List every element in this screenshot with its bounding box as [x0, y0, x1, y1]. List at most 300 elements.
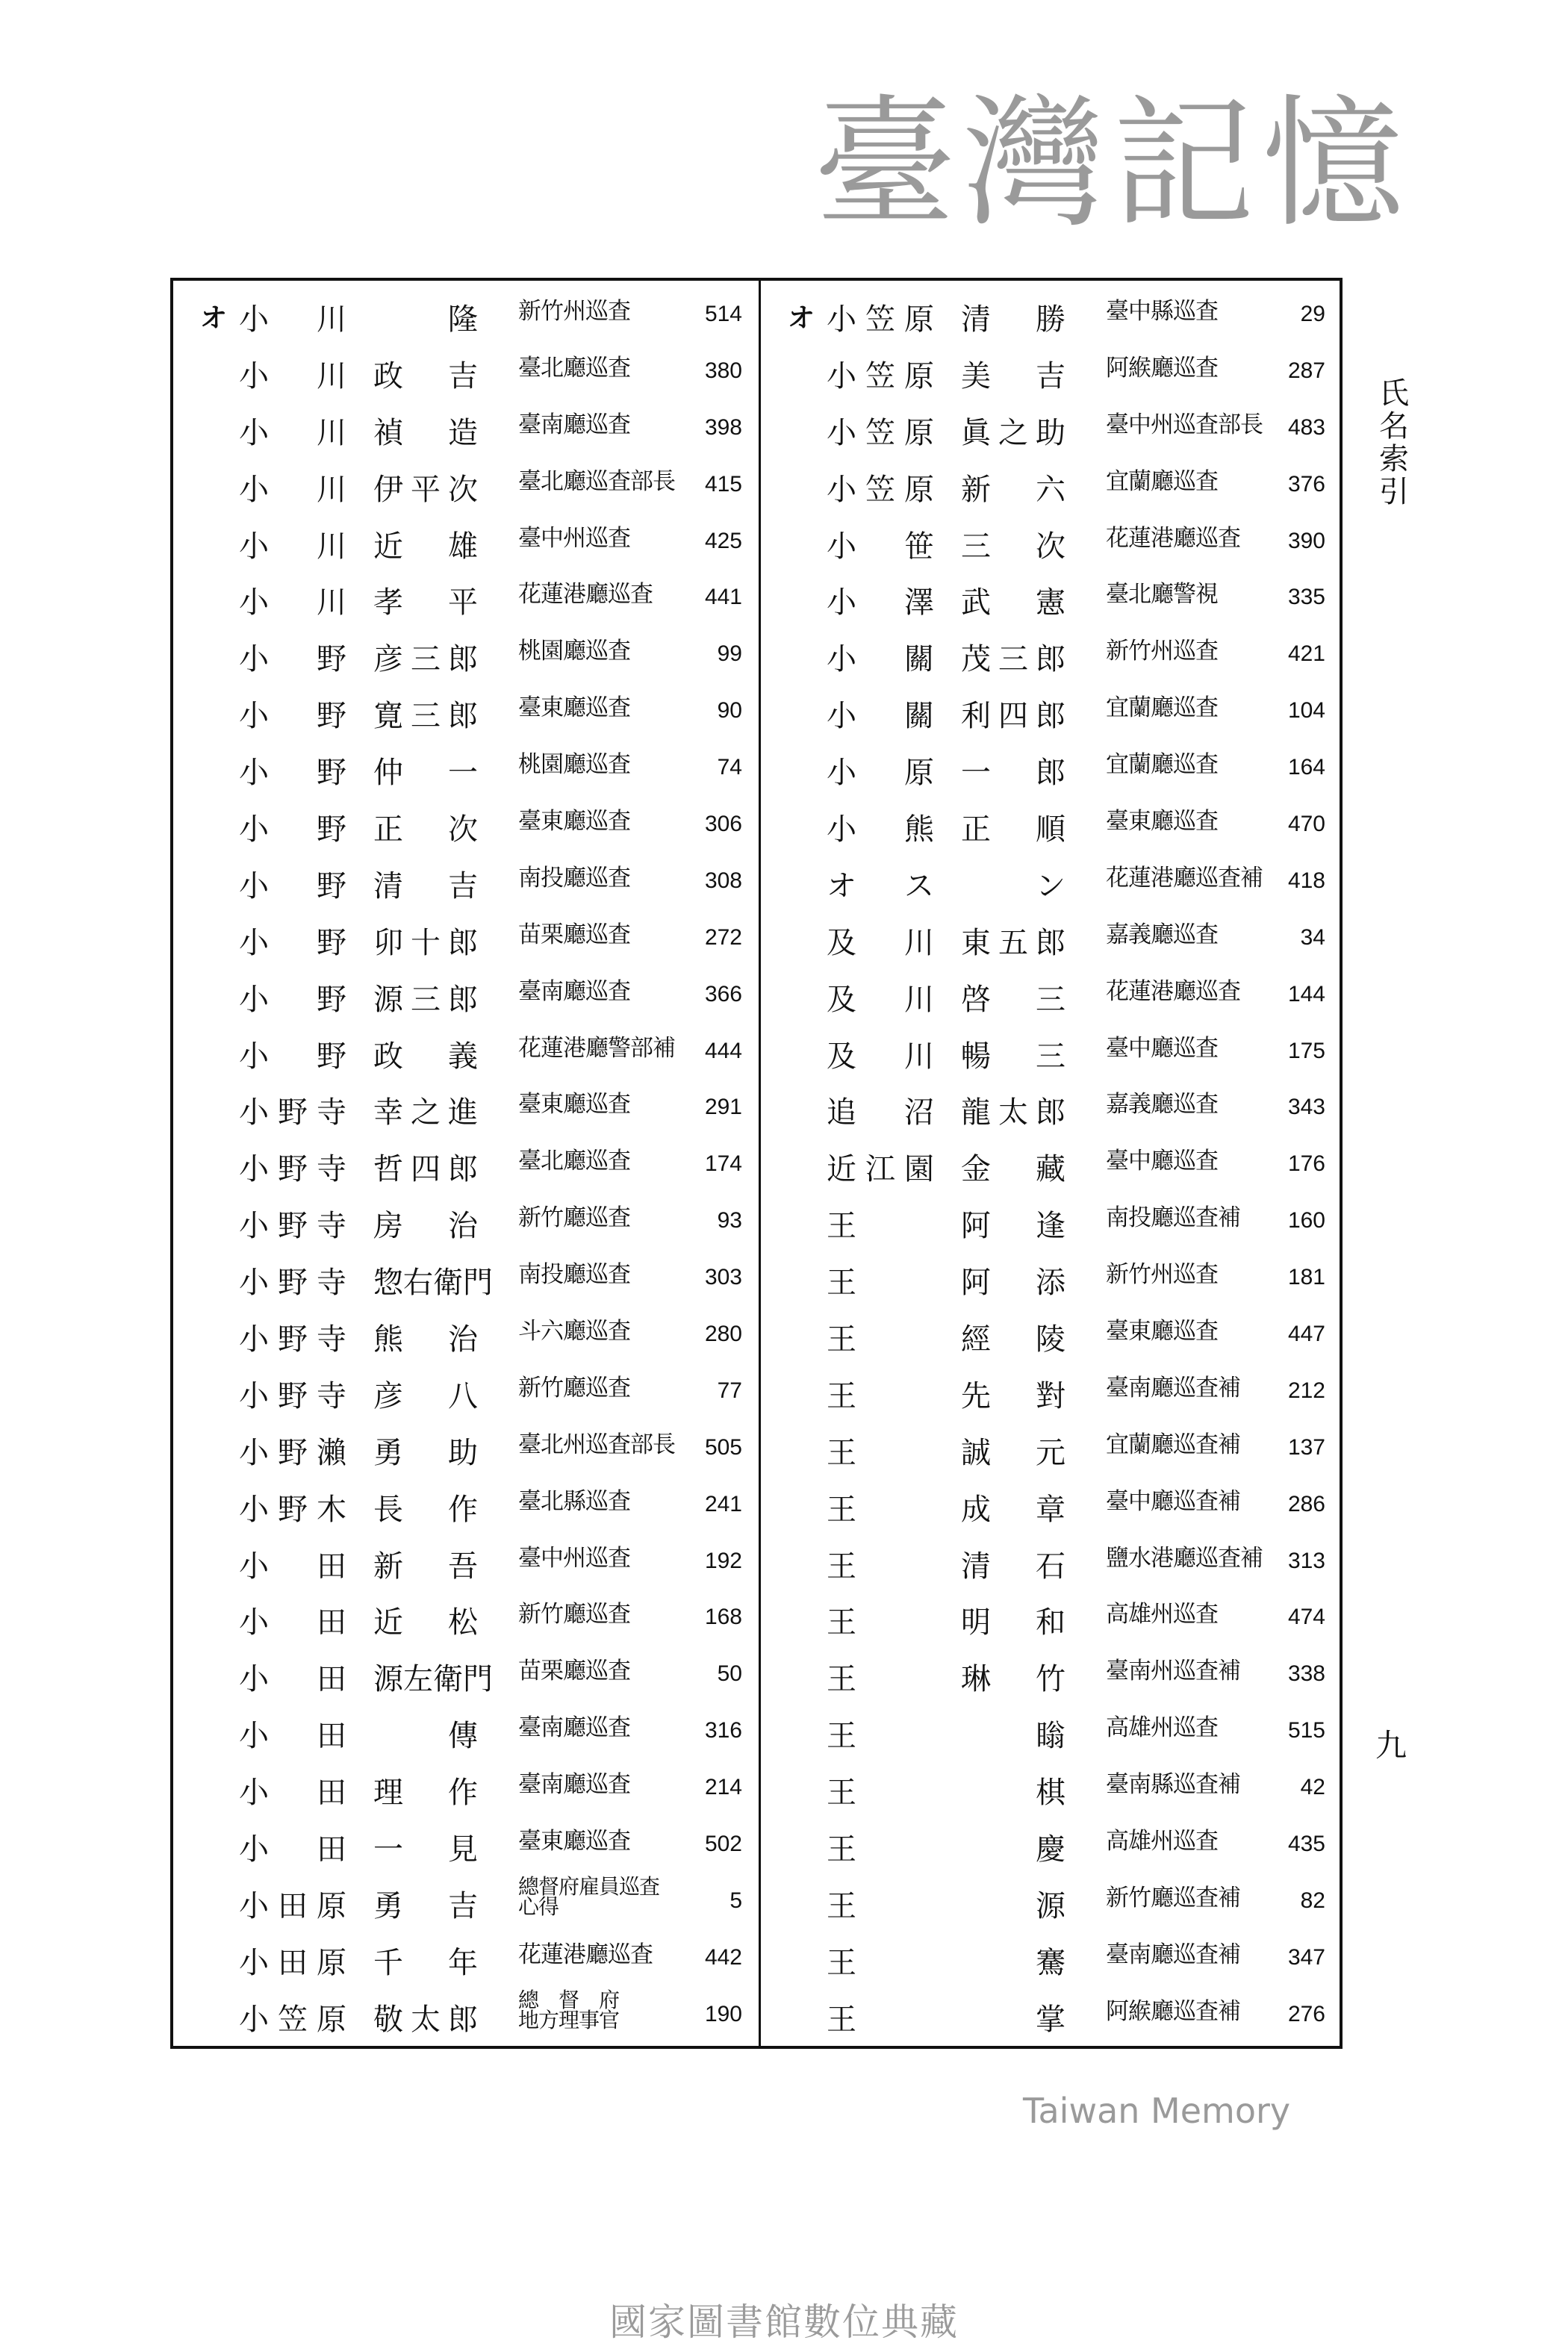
entry-given-name: 正順	[961, 812, 1065, 847]
entry-office: 臺北州巡査部長	[518, 1431, 675, 1458]
entry-surname: 小田原	[239, 1888, 346, 1923]
entry-surname: 小田	[239, 1719, 346, 1754]
index-entry	[173, 1363, 759, 1420]
entry-surname: 小笠原	[827, 415, 934, 450]
entry-given-name: 源左衛門	[373, 1662, 493, 1697]
entry-office: 花蓮港廳巡査	[1106, 977, 1240, 1005]
entry-surname: 小田	[239, 1662, 346, 1697]
entry-page-number: 5	[729, 1888, 742, 1913]
entry-office: 臺中縣巡査	[1106, 298, 1218, 325]
entry-surname: オス	[827, 868, 934, 903]
entry-office: 苗栗廳巡査	[518, 1658, 630, 1685]
entry-page-number: 42	[1300, 1775, 1325, 1800]
entry-page-number: 447	[1287, 1322, 1325, 1347]
entry-surname: 小川	[239, 415, 346, 450]
index-entry	[761, 1193, 1342, 1250]
index-entry	[761, 910, 1342, 967]
entry-surname: 王	[827, 1492, 856, 1527]
entry-page-number: 160	[1287, 1208, 1325, 1233]
entry-given-name: 惣右衛門	[373, 1266, 493, 1301]
index-entry	[761, 1307, 1342, 1363]
index-entry	[761, 967, 1342, 1024]
entry-page-number: 174	[704, 1151, 742, 1177]
entry-office: 嘉義廳巡査	[1106, 1091, 1218, 1119]
entry-surname: 小川	[239, 358, 346, 393]
entry-page-number: 347	[1287, 1944, 1325, 1970]
index-entry	[761, 683, 1342, 740]
entry-page-number: 366	[704, 981, 742, 1007]
entry-surname: 王	[827, 1549, 856, 1584]
index-entry	[173, 1024, 759, 1080]
entry-page-number: 241	[704, 1491, 742, 1516]
entry-surname: 小關	[827, 699, 934, 734]
entry-surname: 小野木	[239, 1492, 346, 1527]
entry-given-name: 琳竹	[961, 1662, 1065, 1697]
entry-surname: 小田	[239, 1776, 346, 1811]
entry-given-name: 熊治	[373, 1322, 478, 1357]
entry-surname: 小田	[239, 1605, 346, 1640]
watermark-logo: 臺灣記憶	[814, 81, 1412, 246]
index-entry	[761, 1873, 1342, 1930]
entry-given-name: 清石	[961, 1549, 1065, 1584]
entry-given-name: 三次	[961, 529, 1065, 564]
entry-office: 臺中州巡査	[518, 524, 630, 552]
index-entry	[173, 400, 759, 457]
page-folio: 九	[1375, 1727, 1407, 1764]
entry-page-number: 176	[1287, 1151, 1325, 1177]
entry-given-name: 誠元	[961, 1435, 1065, 1470]
entry-office: 宜蘭廳巡査	[1106, 694, 1218, 722]
index-entry	[761, 343, 1342, 400]
entry-given-name: 清吉	[373, 868, 478, 903]
entry-page-number: 93	[717, 1208, 742, 1233]
entry-page-number: 90	[717, 698, 742, 724]
entry-office: 臺北廳警視	[1106, 581, 1218, 609]
entry-page-number: 286	[1287, 1491, 1325, 1516]
entry-given-name: 一郎	[961, 756, 1065, 791]
entry-surname: 小野瀨	[239, 1435, 346, 1470]
entry-surname: 小野寺	[239, 1095, 346, 1130]
entry-surname: 王	[827, 1322, 856, 1357]
entry-surname: 小川	[239, 529, 346, 564]
entry-given-name: 啓三	[961, 982, 1065, 1017]
index-entry	[761, 1646, 1342, 1703]
entry-given-name: 眞之助	[961, 415, 1065, 450]
entry-page-number: 272	[704, 924, 742, 950]
entry-page-number: 335	[1287, 585, 1325, 610]
entry-office: 阿緱廳巡査	[1106, 354, 1218, 382]
entry-page-number: 144	[1287, 981, 1325, 1007]
entry-office: 臺北縣巡査	[518, 1487, 630, 1515]
entry-given-name: 棋	[1036, 1776, 1065, 1811]
entry-surname: 小野	[239, 925, 346, 960]
entry-surname: 王	[827, 1209, 856, 1244]
entry-given-name: 慶	[1036, 1832, 1065, 1867]
index-entry	[761, 1987, 1342, 2044]
index-entry	[173, 1250, 759, 1307]
index-entry	[173, 1420, 759, 1477]
entry-page-number: 212	[1287, 1378, 1325, 1403]
entry-page-number: 313	[1287, 1548, 1325, 1573]
entry-given-name: 成章	[961, 1492, 1065, 1527]
entry-office: 宜蘭廳巡査	[1106, 751, 1218, 779]
entry-page-number: 441	[704, 585, 742, 610]
index-entry	[173, 1136, 759, 1193]
entry-given-name: 茂三郎	[961, 642, 1065, 677]
index-entry	[173, 853, 759, 910]
entry-given-name: 清勝	[961, 302, 1065, 337]
entry-page-number: 515	[1287, 1718, 1325, 1743]
entry-given-name: 政義	[373, 1039, 478, 1074]
index-entry	[761, 853, 1342, 910]
entry-surname: 小野	[239, 982, 346, 1017]
entry-office: 宜蘭廳巡査	[1106, 467, 1218, 495]
index-entry	[761, 1930, 1342, 1987]
entry-given-name: 明和	[961, 1605, 1065, 1640]
index-entry	[173, 1646, 759, 1703]
index-entry	[173, 1590, 759, 1646]
entry-surname: 追沼	[827, 1095, 934, 1130]
entry-page-number: 50	[717, 1661, 742, 1687]
entry-given-name: 經陵	[961, 1322, 1065, 1357]
index-entry	[173, 343, 759, 400]
entry-given-name: 仲一	[373, 756, 478, 791]
entry-page-number: 214	[704, 1775, 742, 1800]
entry-page-number: 164	[1287, 755, 1325, 780]
entry-office: 臺東廳巡査	[518, 694, 630, 722]
side-title: 氏名索引	[1379, 376, 1409, 509]
entry-surname: 及川	[827, 925, 934, 960]
entry-surname: 小笹	[827, 529, 934, 564]
entry-page-number: 470	[1287, 812, 1325, 837]
entry-office: 臺中廳巡査補	[1106, 1487, 1240, 1515]
entry-surname: 小野	[239, 1039, 346, 1074]
entry-page-number: 29	[1300, 302, 1325, 326]
index-entry	[173, 683, 759, 740]
index-entry	[761, 797, 1342, 853]
entry-page-number: 34	[1300, 924, 1325, 950]
entry-given-name: 哲四郎	[373, 1152, 478, 1187]
entry-surname: 小笠原	[827, 358, 934, 393]
index-entry	[173, 1307, 759, 1363]
entry-office: 桃園廳巡査	[518, 751, 630, 779]
entry-office: 鹽水港廳巡査補	[1106, 1544, 1263, 1572]
entry-office: 新竹廳巡査補	[1106, 1884, 1240, 1911]
entry-surname: 小野寺	[239, 1152, 346, 1187]
entry-given-name: 利四郎	[961, 699, 1065, 734]
kana-section-marker: オ	[788, 303, 815, 334]
entry-page-number: 74	[717, 755, 742, 780]
entry-given-name: 騫	[1036, 1945, 1065, 1980]
entry-office: 花蓮港廳警部補	[518, 1034, 675, 1062]
entry-office: 臺南廳巡査	[518, 1771, 630, 1799]
index-entry	[173, 1193, 759, 1250]
entry-page-number: 483	[1287, 414, 1325, 440]
entry-page-number: 303	[704, 1265, 742, 1290]
entry-office: 南投廳巡査	[518, 864, 630, 892]
entry-given-name: ン	[1036, 868, 1065, 903]
entry-page-number: 505	[704, 1434, 742, 1460]
entry-page-number: 343	[1287, 1095, 1325, 1120]
index-entry	[761, 1136, 1342, 1193]
entry-page-number: 376	[1287, 471, 1325, 497]
entry-page-number: 137	[1287, 1434, 1325, 1460]
index-entry	[173, 287, 759, 343]
entry-given-name: 阿添	[961, 1266, 1065, 1301]
entry-page-number: 77	[717, 1378, 742, 1403]
index-entry	[173, 1930, 759, 1987]
entry-surname: 王	[827, 1266, 856, 1301]
entry-given-name: 長作	[373, 1492, 478, 1527]
index-entry	[761, 1760, 1342, 1817]
entry-page-number: 316	[704, 1718, 742, 1743]
entry-office: 高雄州巡査	[1106, 1601, 1218, 1628]
entry-given-name: 寛三郎	[373, 699, 478, 734]
entry-office: 臺南縣巡査補	[1106, 1771, 1240, 1799]
index-entry	[173, 1873, 759, 1930]
entry-surname: 小笠原	[827, 472, 934, 507]
watermark-logo-subtext: Taiwan Memory	[1023, 2091, 1291, 2131]
entry-given-name: 新吾	[373, 1549, 478, 1584]
entry-surname: 小熊	[827, 812, 934, 847]
entry-office: 花蓮港廳巡査補	[1106, 864, 1263, 892]
entry-surname: 小野	[239, 642, 346, 677]
index-entry	[761, 1024, 1342, 1080]
entry-office: 南投廳巡査	[518, 1261, 630, 1289]
entry-given-name: 掌	[1036, 2002, 1065, 2037]
entry-given-name: 源	[1036, 1888, 1065, 1923]
entry-surname: 小野寺	[239, 1209, 346, 1244]
index-entry	[761, 1250, 1342, 1307]
entry-page-number: 442	[704, 1944, 742, 1970]
index-entry	[173, 967, 759, 1024]
entry-office: 臺中廳巡査	[1106, 1148, 1218, 1175]
entry-surname: 小關	[827, 642, 934, 677]
entry-surname: 王	[827, 1719, 856, 1754]
entry-page-number: 421	[1287, 641, 1325, 667]
entry-given-name: 房治	[373, 1209, 478, 1244]
entry-given-name: 禎造	[373, 415, 478, 450]
entry-page-number: 175	[1287, 1038, 1325, 1063]
entry-given-name: 阿逢	[961, 1209, 1065, 1244]
entry-given-name: 東五郎	[961, 925, 1065, 960]
entry-page-number: 308	[704, 868, 742, 893]
entry-page-number: 287	[1287, 358, 1325, 383]
entry-office: 新竹廳巡査	[518, 1374, 630, 1401]
entry-surname: 小野寺	[239, 1266, 346, 1301]
index-entry	[173, 797, 759, 853]
entry-given-name: 新六	[961, 472, 1065, 507]
index-entry	[173, 626, 759, 683]
index-entry	[761, 287, 1342, 343]
index-entry	[173, 1760, 759, 1817]
index-entry	[761, 1420, 1342, 1477]
entry-given-name: 理作	[373, 1776, 478, 1811]
entry-office: 高雄州巡査	[1106, 1828, 1218, 1855]
entry-office: 高雄州巡査	[1106, 1714, 1218, 1742]
entry-surname: 王	[827, 1605, 856, 1640]
entry-given-name: 隆	[448, 302, 478, 337]
entry-given-name: 伊平次	[373, 472, 478, 507]
entry-office: 阿緱廳巡査補	[1106, 1997, 1240, 2025]
entry-office: 斗六廳巡査	[518, 1318, 630, 1345]
entry-given-name: 勇助	[373, 1435, 478, 1470]
entry-surname: 近江園	[827, 1152, 934, 1187]
entry-surname: 小笠原	[239, 2002, 346, 2037]
index-entry	[761, 570, 1342, 626]
entry-office: 臺東廳巡査	[1106, 1318, 1218, 1345]
entry-surname: 王	[827, 1945, 856, 1980]
entry-page-number: 192	[704, 1548, 742, 1573]
index-entry	[173, 570, 759, 626]
index-entry	[173, 740, 759, 797]
index-entry	[173, 1703, 759, 1760]
index-entry	[761, 1534, 1342, 1590]
entry-surname: 王	[827, 2002, 856, 2037]
entry-office: 臺東廳巡査	[518, 1091, 630, 1119]
entry-office: 新竹廳巡査	[518, 1204, 630, 1232]
entry-office: 臺中州巡査部長	[1106, 411, 1263, 438]
index-entry	[761, 626, 1342, 683]
entry-page-number: 390	[1287, 528, 1325, 553]
entry-page-number: 168	[704, 1605, 742, 1630]
entry-page-number: 338	[1287, 1661, 1325, 1687]
index-entry	[761, 514, 1342, 570]
entry-surname: 王	[827, 1435, 856, 1470]
entry-surname: 王	[827, 1832, 856, 1867]
index-column-right	[761, 287, 1342, 2044]
entry-page-number: 280	[704, 1322, 742, 1347]
entry-page-number: 82	[1300, 1888, 1325, 1913]
entry-page-number: 181	[1287, 1265, 1325, 1290]
entry-page-number: 380	[704, 358, 742, 383]
entry-given-name: 瞈	[1036, 1719, 1065, 1754]
entry-given-name: 龍太郎	[961, 1095, 1065, 1130]
entry-page-number: 276	[1287, 2001, 1325, 2026]
index-entry	[173, 910, 759, 967]
entry-given-name: 近松	[373, 1605, 478, 1640]
entry-page-number: 418	[1287, 868, 1325, 893]
entry-given-name: 幸之進	[373, 1095, 478, 1130]
entry-office: 臺中廳巡査	[1106, 1034, 1218, 1062]
entry-surname: 小川	[239, 472, 346, 507]
index-entry	[761, 1817, 1342, 1873]
entry-page-number: 291	[704, 1095, 742, 1120]
entry-office: 花蓮港廳巡査	[1106, 524, 1240, 552]
index-entry	[173, 1080, 759, 1136]
index-entry	[173, 1987, 759, 2044]
index-entry	[173, 457, 759, 514]
entry-given-name: 千年	[373, 1945, 478, 1980]
index-entry	[761, 1590, 1342, 1646]
entry-given-name: 政吉	[373, 358, 478, 393]
entry-office: 臺南廳巡査	[518, 411, 630, 438]
entry-office: 總督府雇員巡査 心得	[518, 1873, 660, 1919]
entry-office: 臺南廳巡査	[518, 1714, 630, 1742]
index-entry	[761, 1363, 1342, 1420]
entry-page-number: 306	[704, 812, 742, 837]
entry-surname: 小田	[239, 1832, 346, 1867]
index-entry	[761, 1703, 1342, 1760]
index-entry	[173, 1477, 759, 1534]
entry-surname: 王	[827, 1776, 856, 1811]
entry-office: 臺東廳巡査	[518, 808, 630, 836]
entry-office: 桃園廳巡査	[518, 638, 630, 665]
entry-given-name: 金藏	[961, 1152, 1065, 1187]
entry-given-name: 卯十郎	[373, 925, 478, 960]
entry-given-name: 彦三郎	[373, 642, 478, 677]
entry-surname: 小田原	[239, 1945, 346, 1980]
entry-surname: 王	[827, 1662, 856, 1697]
entry-office: 花蓮港廳巡査	[518, 581, 653, 609]
entry-given-name: 美吉	[961, 358, 1065, 393]
entry-given-name: 傳	[448, 1719, 478, 1754]
entry-surname: 小野寺	[239, 1322, 346, 1357]
entry-office: 南投廳巡査補	[1106, 1204, 1240, 1232]
entry-surname: 小野	[239, 868, 346, 903]
index-entry	[761, 457, 1342, 514]
entry-page-number: 99	[717, 641, 742, 667]
entry-page-number: 444	[704, 1038, 742, 1063]
entry-office: 新竹州巡査	[518, 298, 630, 325]
entry-office: 臺南廳巡査補	[1106, 1374, 1240, 1401]
entry-given-name: 先對	[961, 1378, 1065, 1413]
kana-section-marker: オ	[200, 303, 228, 334]
entry-office: 總 督 府 地方理事官	[518, 1987, 620, 2032]
index-entry	[173, 1817, 759, 1873]
entry-office: 臺北廳巡査	[518, 354, 630, 382]
entry-surname: 小川	[239, 585, 346, 620]
entry-page-number: 435	[1287, 1832, 1325, 1857]
entry-surname: 王	[827, 1888, 856, 1923]
entry-surname: 小野寺	[239, 1378, 346, 1413]
entry-office: 苗栗廳巡査	[518, 921, 630, 948]
entry-surname: 小原	[827, 756, 934, 791]
index-entry	[173, 1534, 759, 1590]
entry-office: 臺東廳巡査	[1106, 808, 1218, 836]
entry-office: 花蓮港廳巡査	[518, 1941, 653, 1968]
entry-given-name: 源三郎	[373, 982, 478, 1017]
entry-given-name: 孝平	[373, 585, 478, 620]
entry-given-name: 正次	[373, 812, 478, 847]
index-column-left	[173, 287, 759, 2044]
entry-surname: 小澤	[827, 585, 934, 620]
entry-page-number: 502	[704, 1832, 742, 1857]
entry-given-name: 暢三	[961, 1039, 1065, 1074]
entry-given-name: 近雄	[373, 529, 478, 564]
entry-page-number: 190	[704, 2001, 742, 2026]
entry-given-name: 敬太郎	[373, 2002, 478, 2037]
footer-credit: 國家圖書館數位典藏	[609, 2300, 959, 2344]
entry-surname: 小川	[239, 302, 346, 337]
entry-surname: 王	[827, 1378, 856, 1413]
entry-page-number: 104	[1287, 698, 1325, 724]
entry-office: 臺東廳巡査	[518, 1828, 630, 1855]
entry-office: 臺南廳巡査	[518, 977, 630, 1005]
entry-given-name: 武憲	[961, 585, 1065, 620]
entry-surname: 小野	[239, 812, 346, 847]
entry-office: 宜蘭廳巡査補	[1106, 1431, 1240, 1458]
entry-page-number: 514	[704, 302, 742, 326]
entry-office: 臺北廳巡査	[518, 1148, 630, 1175]
entry-page-number: 398	[704, 414, 742, 440]
entry-office: 新竹州巡査	[1106, 638, 1218, 665]
index-entry	[761, 400, 1342, 457]
entry-office: 嘉義廳巡査	[1106, 921, 1218, 948]
entry-surname: 及川	[827, 1039, 934, 1074]
entry-surname: 小野	[239, 699, 346, 734]
index-entry	[173, 514, 759, 570]
